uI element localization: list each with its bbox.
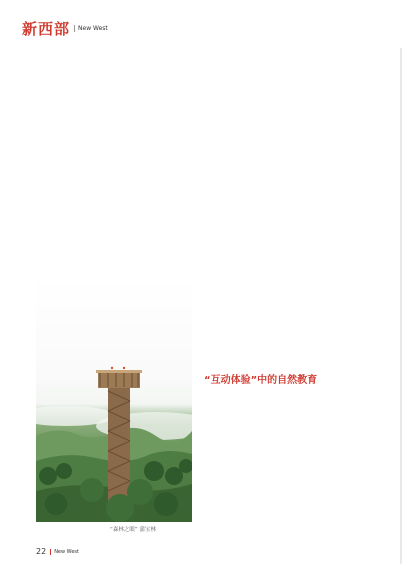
magazine-logo: 新西部	[22, 20, 71, 38]
brand-en-line1: New West	[78, 25, 108, 32]
footer-magazine-mark: New West	[50, 549, 79, 555]
forest-tower-photo	[36, 276, 192, 522]
section-heading: “互动体验”中的自然教育	[204, 375, 318, 386]
forest-tower-illustration	[36, 276, 192, 522]
magazine-english-name	[74, 25, 108, 32]
page-number: 22	[36, 547, 47, 556]
masthead	[22, 18, 108, 39]
page-footer	[36, 547, 79, 556]
photo-caption: “森林之眼” 蒲宝林	[110, 527, 156, 533]
